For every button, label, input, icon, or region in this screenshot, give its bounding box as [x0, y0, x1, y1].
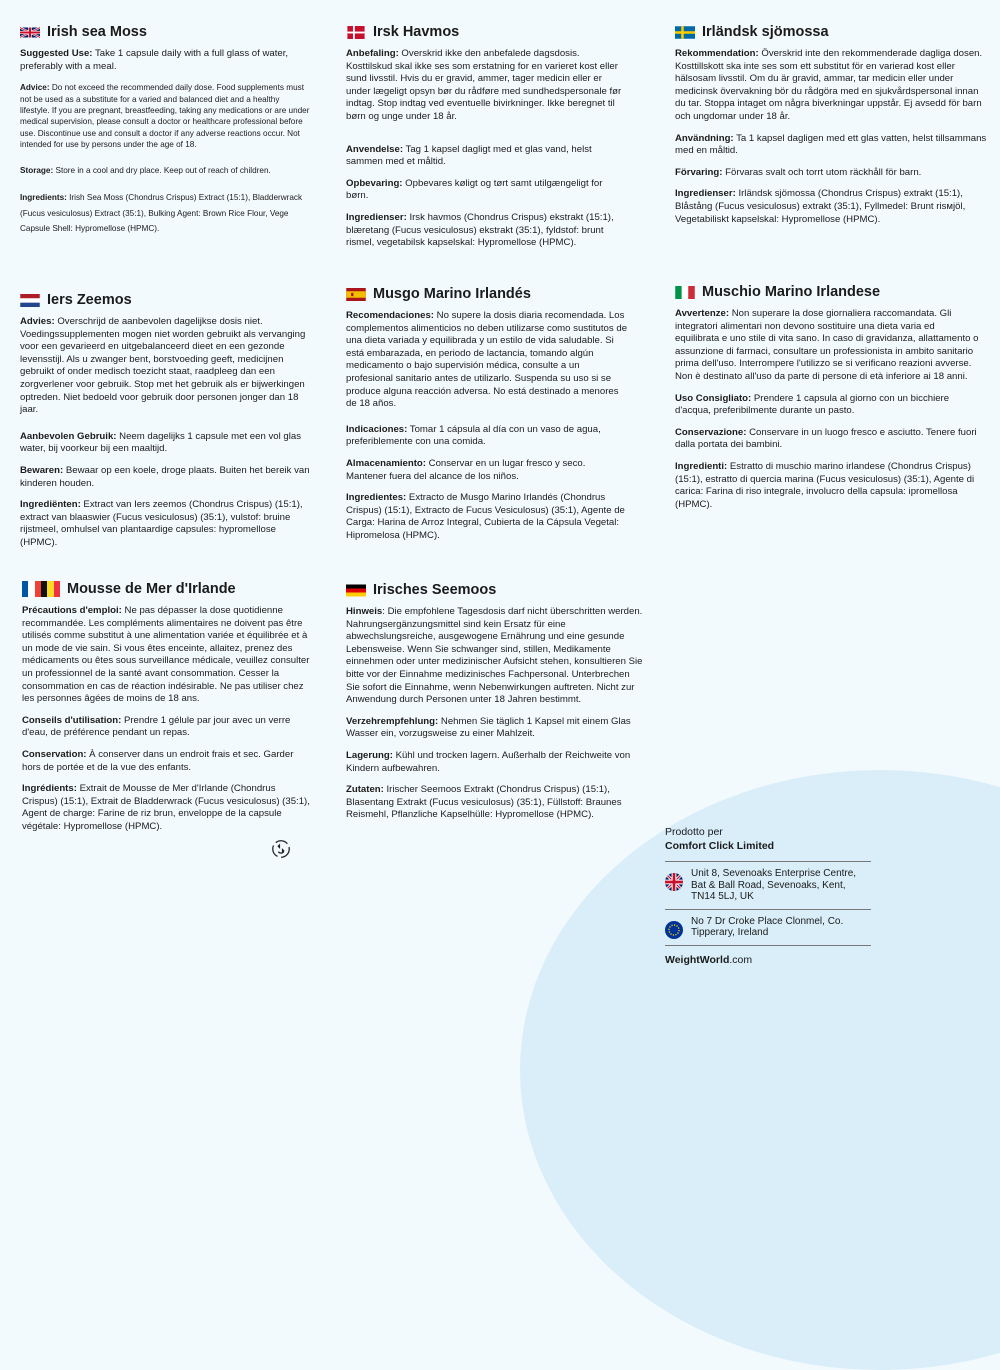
- section-italian: [675, 284, 981, 520]
- eu-address-row: [665, 910, 871, 945]
- title-text: Iers Zeemos: [47, 292, 132, 308]
- recommendation: Recomendaciones: No supere la dosis diaria recomendada. Los complementos alimenticios no deben utilizarse como sustitutos de una dieta variada y equilibrada y un estilo de vida saludable. Si está embarazada, en periodo de lactancia, tomando algún medicamento o bajo supervisión médica, consulte a un profesional sanitario antes de utilizarlo. Suspenda su uso si se produce alguna reacción adversa. No está destinado a menores de 18 años.: [346, 310, 628, 410]
- usage: Indicaciones: Tomar 1 cápsula al día con un vaso de agua, preferiblemente con una comida.: [346, 423, 601, 448]
- precautions: Précautions d'emploi: Ne pas dépasser la dose quotidienne recommandée. Les compléments alimentaires ne doivent pas être utilisés comme substitut à une alimentation variée et équilibrée et à un mode de vie sain. Si vous êtes enceinte, allaitez, prenez des médicaments ou êtes sous surveillance médicale, veuillez consulter un professionnel de la santé avant consommation. Cesser la consommation en cas de réaction indésirable. Ne pas utiliser chez les personnes âgées de moins de 18 ans.: [22, 605, 310, 705]
- ingredients: Ingredienser: Irsk havmos (Chondrus Crispus) ekstrakt (15:1), blæretang (Fucus vesiculosus) ekstrakt (35:1), fyldstof: brunt rismel, vegetabilsk kapselskal: Hypromellose (HPMC).: [346, 211, 614, 249]
- ingredients: Ingrédients: Extrait de Mousse de Mer d'Irlande (Chondrus Crispus) (15:1), Extrait de Bladderwrack (Fucus vesiculosus) (35:1), Agent de charge: Farine de riz brun, enveloppe de la capsule végétale: Hypromellose (HPMC).: [22, 783, 310, 832]
- storage: Conservation: À conserver dans un endroit frais et sec. Garder hors de portée et de la vue des enfants.: [22, 748, 294, 773]
- uk-flag-icon: [20, 26, 40, 39]
- spain-flag-icon: [346, 288, 366, 301]
- sweden-flag-icon: [675, 26, 695, 39]
- section-english: [20, 24, 310, 246]
- italy-flag-icon: [675, 286, 695, 299]
- usage: Verzehrempfehlung: Nehmen Sie täglich 1 Kapsel mit einem Glas Wasser ein, vorzugsweise zu einer Mahlzeit.: [346, 715, 631, 740]
- section-swedish: [675, 24, 987, 235]
- section-danish: [346, 24, 626, 259]
- germany-flag-icon: [346, 584, 366, 597]
- produced-label: Prodotto per: [665, 826, 723, 838]
- uk-address-row: [665, 862, 871, 909]
- title-text: Irish sea Moss: [47, 24, 147, 40]
- section-title: [22, 581, 312, 597]
- denmark-flag-icon: [346, 26, 366, 39]
- storage: Bewaren: Bewaar op een koele, droge plaats. Buiten het bereik van kinderen houden.: [20, 464, 310, 489]
- netherlands-flag-icon: [20, 294, 40, 307]
- title-text: Mousse de Mer d'Irlande: [67, 581, 236, 597]
- divider: [665, 945, 871, 946]
- ingredients: Ingredienti: Estratto di muschio marino irlandese (Chondrus Crispus) (15:1), estratto di quercia marina (Fucus vesiculosus) (35:1), Agente di carica: Farina di riso integrale, involucro della capsula: ipromellosa (HPMC).: [675, 460, 975, 510]
- recycle-icon: [270, 838, 292, 860]
- uk-flag-icon: [665, 873, 683, 891]
- warnings: Avvertenze: Non superare la dose giornaliera raccomandata. Gli integratori alimentari non devono sostituire una dieta varia ed equilibrata e uno stile di vita sano. In caso di gravidanza, allattamento o assunzione di farmaci, consultare un professionista in ambito sanitario prima dell'uso. Interrompere l'utilizzo se si verificano reazioni avverse. Non è destinato all'uso da parte di persone di età inferiore ai 18 anni.: [675, 308, 979, 382]
- title-text: Irisches Seemoos: [373, 582, 497, 598]
- title-text: Irländsk sjömossa: [702, 24, 829, 40]
- notice: Hinweis: Die empfohlene Tagesdosis darf nicht überschritten werden. Nahrungsergänzungsmittel sind kein Ersatz für eine abwechslungsreiche, ausgewogene Ernährung und eine gesunde Lebensweise. Wenn Sie schwanger sind, stillen, Medikamente einnehmen oder unter medizinischer Aufsicht stehen, konsultieren Sie bitte vor der Einnahme medizinisches Fachpersonal. Unterbrechen Sie sofort die Einnahme, wenn Nebenwirkungen auftreten. Nicht zur Anwendung durch Personen unter 18 Jahren bestimmt.: [346, 606, 643, 706]
- ingredients: Ingredients: Irish Sea Moss (Chondrus Crispus) Extract (15:1), Bladderwrack (Fucus vesiculosus) Extract (35:1), Bulking Agent: Brown Rice Flour, Vege Capsule Shell: Hypromellose (HPMC).: [20, 193, 303, 234]
- france-belgium-flag-icon: [22, 581, 60, 597]
- recommendation: Anbefaling: Overskrid ikke den anbefalede dagsdosis. Kosttilskud skal ikke ses som erstatning for en varieret kost eller sund livsstil. Hvis du er gravid, ammer, tager medicin eller er under lægeligt opsyn bør du rådføre med sundhedspersonale før indtag. Stop indtag ved eventuelle bivirkninger. Ikke beregnet til børn og unge under 18 år.: [346, 48, 622, 122]
- storage: Opbevaring: Opbevares køligt og tørt samt utilgængeligt for børn.: [346, 177, 603, 202]
- uk-address: Unit 8, Sevenoaks Enterprise Centre, Bat & Ball Road, Sevenoaks, Kent, TN14 5LJ, UK: [691, 868, 857, 902]
- eu-address: No 7 Dr Croke Place Clonmel, Co. Tipperary, Ireland: [691, 915, 844, 938]
- usage: Användning: Ta 1 kapsel dagligen med ett glas vatten, helst tillsammans med en måltid.: [675, 132, 987, 157]
- storage: Storage: Store in a cool and dry place. Keep out of reach of children.: [20, 165, 271, 175]
- recommendation: Rekommendation: Överskrid inte den rekommenderade dagliga dosen. Kosttillskott ska inte ses som ett substitut för en varierad kost eller hälsosam livsstil. Om du är gravid, ammar, tar medicin eller under medicinsk övervakning bör du rådgöra med en sjukvårdspersonal innan du tar. Stoppa intaget om några biverkningar uppstår. Ej avsedd för barn och ungdomar under 18 år.: [675, 48, 983, 122]
- suggested-use: Suggested Use: Take 1 capsule daily with a full glass of water, preferably with a meal.: [20, 48, 289, 72]
- section-spanish: [346, 286, 628, 552]
- ingredients: Zutaten: Irischer Seemoos Extrakt (Chondrus Crispus) (15:1), Blasentang Extrakt (Fucus vesiculosus) (35:1), Füllstoff: Braunes Reismehl, Pflanzliche Kapselhülle: Hypromellose (HPMC).: [346, 784, 622, 821]
- section-title: [346, 24, 626, 40]
- title-text: Muschio Marino Irlandese: [702, 284, 881, 300]
- section-title: [675, 24, 987, 40]
- ingredients: Ingrediënten: Extract van Iers zeemos (Chondrus Crispus) (15:1), extract van blaaswier (Fucus vesiculosus) (35:1), vulstof: bruine rijstmeel, omhulsel van plantaardige capsules: hypromellose (HPMC).: [20, 499, 303, 548]
- title-text: Musgo Marino Irlandés: [373, 286, 531, 302]
- website[interactable]: WeightWorld.com: [665, 953, 753, 966]
- section-title: [346, 286, 628, 302]
- storage: Lagerung: Kühl und trocken lagern. Außerhalb der Reichweite von Kindern aufbewahren.: [346, 749, 631, 774]
- advice: Advies: Overschrijd de aanbevolen dagelijkse dosis niet. Voedingssupplementen mogen niet worden gebruikt als vervanging voor een gevarieerd en uitgebalanceerd dieet en een gezonde levensstijl. Als u zwanger bent, borstvoeding geeft, medicijnen gebruikt of onder medisch toezicht staat, raadpleeg dan een zorgverlener voor gebruik. Stop met het gebruik als er bijwerkingen optreden. Niet bedoeld voor gebruik door personen jonger dan 18 jaar.: [20, 316, 306, 416]
- title-text: Irsk Havmos: [373, 24, 460, 40]
- section-french: [22, 581, 312, 843]
- section-title: [20, 24, 310, 40]
- company-name: Comfort Click Limited: [665, 840, 775, 852]
- usage: Conseils d'utilisation: Prendre 1 gélule par jour avec un verre d'eau, de préférence pendant un repas.: [22, 714, 291, 739]
- advice: Advice: Do not exceed the recommended daily dose. Food supplements must not be used as a substitute for a varied and balanced diet and a healthy lifestyle. If you are pregnant, breastfeeding, taking any medications or are under medical supervision, please consult a doctor or healthcare professional before use. Discontinue use and consult a doctor if any adverse reactions occur. Not intended for use by persons under the age of 18.: [20, 83, 310, 150]
- section-title: [346, 582, 646, 598]
- usage: Uso Consigliato: Prendere 1 capsula al giorno con un bicchiere d'acqua, preferibilmente durante un pasto.: [675, 392, 950, 417]
- ingredients: Ingredientes: Extracto de Musgo Marino Irlandés (Chondrus Crispus) (15:1), Extracto de Fucus Vesiculosus) (35:1), Agente de Carga: Harina de Arroz Integral, Cubierta de la Cápsula Vegetal: Hipromelosa (HPMC).: [346, 492, 625, 541]
- section-dutch: [20, 292, 312, 559]
- eu-flag-icon: [665, 921, 683, 939]
- storage: Almacenamiento: Conservar en un lugar fresco y seco. Mantener fuera del alcance de los niños.: [346, 457, 586, 482]
- section-title: [20, 292, 312, 308]
- ingredients: Ingredienser: Irländsk sjömossa (Chondrus Crispus) extrakt (15:1), Blåstång (Fucus vesiculosus) extrakt (35:1), Fyllmedel: Brunt risмjöl, Vegetabiliskt kapselskal: Hypromellose (HPMC).: [675, 188, 966, 225]
- manufacturer-info: [665, 826, 871, 966]
- section-german: [346, 582, 646, 831]
- storage: Conservazione: Conservare in un luogo fresco e asciutto. Tenere fuori dalla portata dei bambini.: [675, 426, 977, 451]
- usage: Anvendelse: Tag 1 kapsel dagligt med et glas vand, helst sammen med et måltid.: [346, 143, 592, 168]
- storage: Förvaring: Förvaras svalt och torrt utom räckhåll för barn.: [675, 166, 922, 178]
- section-title: [675, 284, 981, 300]
- usage: Aanbevolen Gebruik: Neem dagelijks 1 capsule met een vol glas water, bij voorkeur bij een maaltijd.: [20, 430, 302, 455]
